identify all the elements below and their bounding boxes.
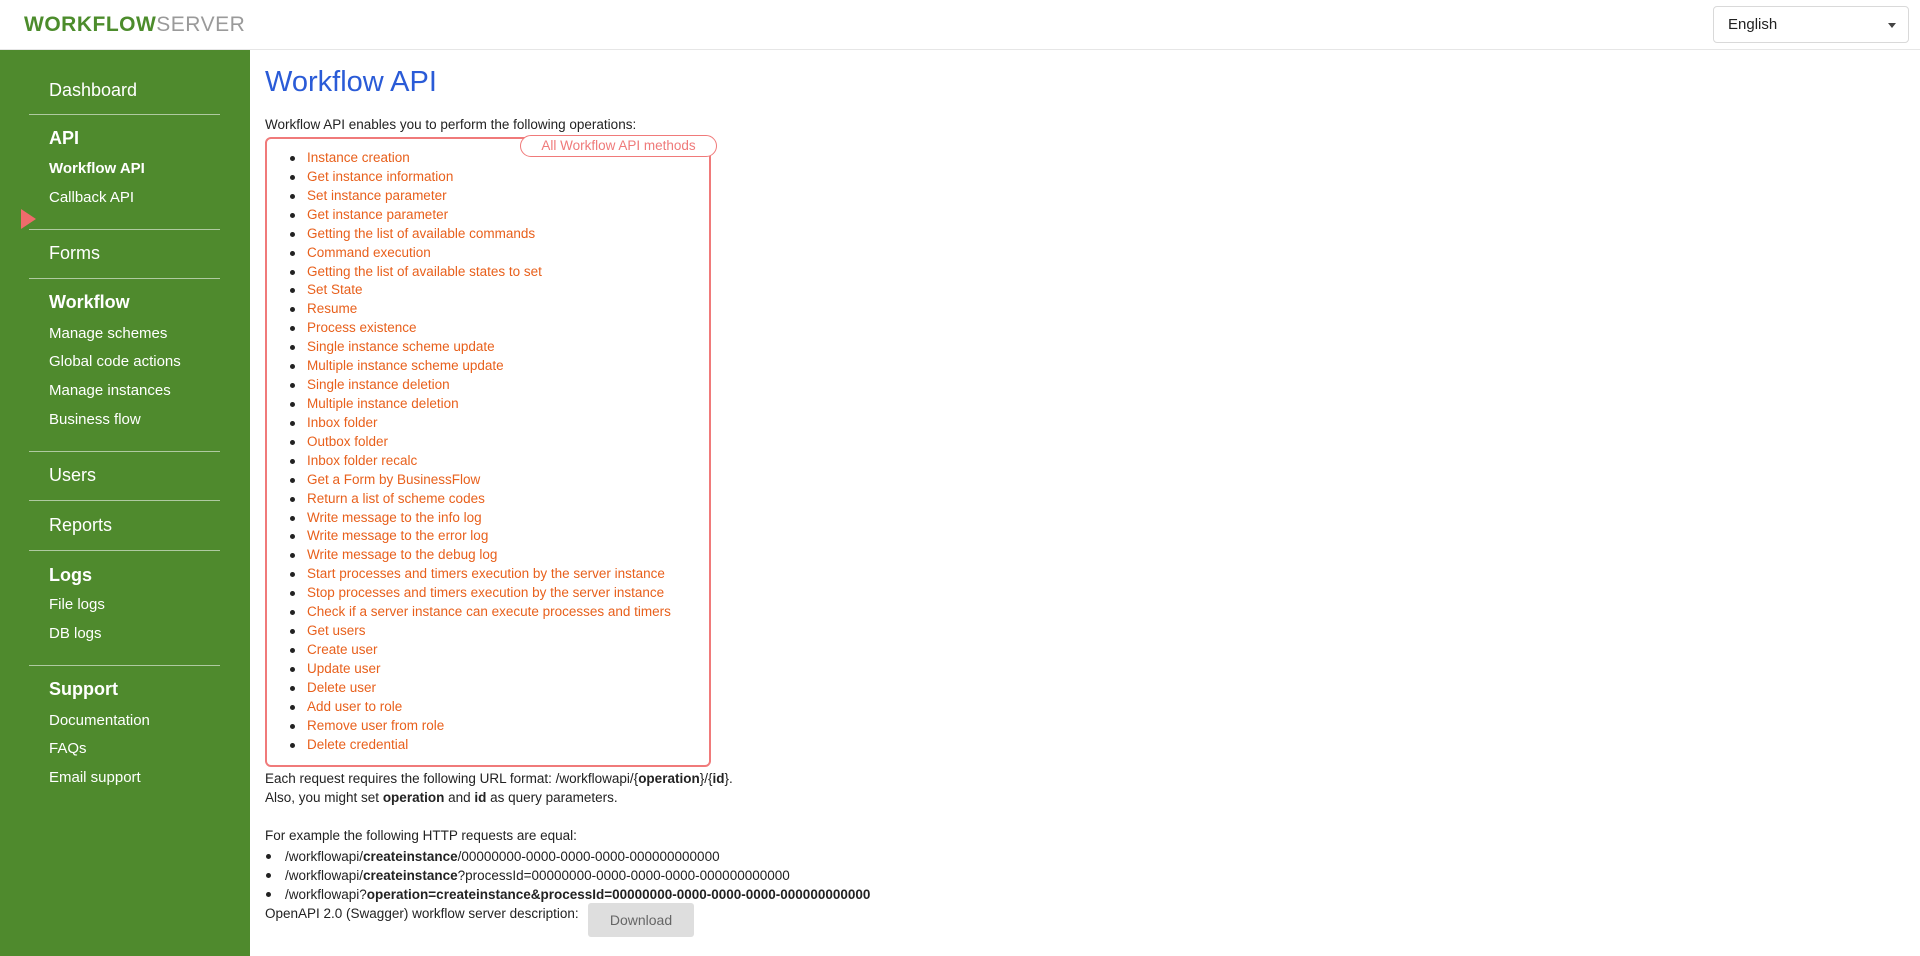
operation-link[interactable]: Write message to the error log (305, 527, 671, 546)
example-item: /workflowapi/createinstance/00000000-0000-0000-0000-000000000000 (265, 847, 870, 866)
url-format-text: Each request requires the following URL format: /workflowapi/{operation}/{id}. (265, 771, 733, 786)
operation-link[interactable]: Return a list of scheme codes (305, 490, 671, 509)
operation-link[interactable]: Inbox folder recalc (305, 452, 671, 471)
sidebar-divider (29, 278, 220, 279)
operation-link[interactable]: Delete credential (305, 736, 671, 755)
sidebar-item-email-support[interactable]: Email support (49, 769, 141, 786)
operation-link[interactable]: Stop processes and timers execution by the server instance (305, 584, 671, 603)
sidebar-item-users[interactable]: Users (49, 465, 97, 485)
example-item: /workflowapi/createinstance?processId=00000000-0000-0000-0000-000000000000 (265, 866, 870, 885)
sidebar-heading-api[interactable]: API (49, 128, 80, 148)
sidebar-item-business-flow[interactable]: Business flow (49, 411, 141, 428)
operation-link[interactable]: Check if a server instance can execute processes and timers (305, 603, 671, 622)
sidebar-divider (29, 665, 220, 666)
sidebar (0, 50, 250, 956)
query-params-text: Also, you might set operation and id as query parameters. (265, 790, 618, 805)
operation-link[interactable]: Get instance information (305, 168, 671, 187)
sidebar-item-manage-schemes[interactable]: Manage schemes (49, 325, 168, 342)
operation-link[interactable]: Instance creation (305, 149, 671, 168)
operation-link[interactable]: Start processes and timers execution by the server instance (305, 565, 671, 584)
operation-link[interactable]: Single instance scheme update (305, 338, 671, 357)
openapi-label: OpenAPI 2.0 (Swagger) workflow server description: (265, 906, 579, 921)
sidebar-item-faqs[interactable]: FAQs (49, 740, 87, 757)
sidebar-item-workflow-api[interactable]: Workflow API (49, 160, 145, 177)
sidebar-item-forms[interactable]: Forms (49, 243, 100, 263)
operation-link[interactable]: Inbox folder (305, 414, 671, 433)
operation-link[interactable]: Getting the list of available states to set (305, 263, 671, 282)
page-title: Workflow API (265, 66, 437, 98)
sidebar-item-callback-api[interactable]: Callback API (49, 189, 135, 206)
operation-link[interactable]: Set instance parameter (305, 187, 671, 206)
example-item: /workflowapi?operation=createinstance&processId=00000000-0000-0000-0000-000000000000 (265, 885, 870, 904)
download-button[interactable]: Download (588, 903, 694, 937)
sidebar-heading-workflow[interactable]: Workflow (49, 292, 130, 312)
operation-link[interactable]: Command execution (305, 244, 671, 263)
operation-link[interactable]: Write message to the debug log (305, 546, 671, 565)
operation-link[interactable]: Multiple instance scheme update (305, 357, 671, 376)
operation-link[interactable]: Resume (305, 300, 671, 319)
operation-link[interactable]: Multiple instance deletion (305, 395, 671, 414)
operation-link[interactable]: Get users (305, 622, 671, 641)
sidebar-heading-logs[interactable]: Logs (49, 565, 92, 585)
sidebar-item-global-code-actions[interactable]: Global code actions (49, 353, 181, 370)
sidebar-item-reports[interactable]: Reports (49, 515, 113, 535)
example-intro-text: For example the following HTTP requests are equal: (265, 828, 577, 843)
top-bar (0, 0, 1920, 50)
chevron-down-icon (1888, 23, 1896, 28)
operation-link[interactable]: Process existence (305, 319, 671, 338)
sidebar-divider (29, 229, 220, 230)
sidebar-item-documentation[interactable]: Documentation (49, 712, 150, 729)
operation-link[interactable]: Get a Form by BusinessFlow (305, 471, 671, 490)
all-methods-button[interactable]: All Workflow API methods (520, 135, 717, 157)
language-select[interactable] (1713, 6, 1909, 43)
operation-link[interactable]: Set State (305, 281, 671, 300)
sidebar-divider (29, 114, 220, 115)
sidebar-divider (29, 550, 220, 551)
operations-box (265, 137, 711, 767)
operations-list (305, 149, 671, 755)
example-list (265, 847, 870, 904)
language-value: English (1728, 16, 1778, 33)
operation-link[interactable]: Getting the list of available commands (305, 225, 671, 244)
sidebar-item-dashboard[interactable]: Dashboard (49, 80, 138, 100)
workflow-server-logo[interactable]: WORKFLOWSERVER (24, 13, 246, 36)
sidebar-item-db-logs[interactable]: DB logs (49, 625, 102, 642)
sidebar-item-manage-instances[interactable]: Manage instances (49, 382, 171, 399)
sidebar-heading-support[interactable]: Support (49, 679, 118, 699)
operation-link[interactable]: Delete user (305, 679, 671, 698)
sidebar-divider (29, 451, 220, 452)
operation-link[interactable]: Add user to role (305, 698, 671, 717)
operation-link[interactable]: Single instance deletion (305, 376, 671, 395)
operation-link[interactable]: Write message to the info log (305, 509, 671, 528)
active-arrow-icon (21, 209, 36, 229)
operation-link[interactable]: Remove user from role (305, 717, 671, 736)
operation-link[interactable]: Create user (305, 641, 671, 660)
operation-link[interactable]: Outbox folder (305, 433, 671, 452)
sidebar-divider (29, 500, 220, 501)
sidebar-item-file-logs[interactable]: File logs (49, 596, 105, 613)
operation-link[interactable]: Get instance parameter (305, 206, 671, 225)
intro-text: Workflow API enables you to perform the following operations: (265, 117, 637, 132)
operation-link[interactable]: Update user (305, 660, 671, 679)
